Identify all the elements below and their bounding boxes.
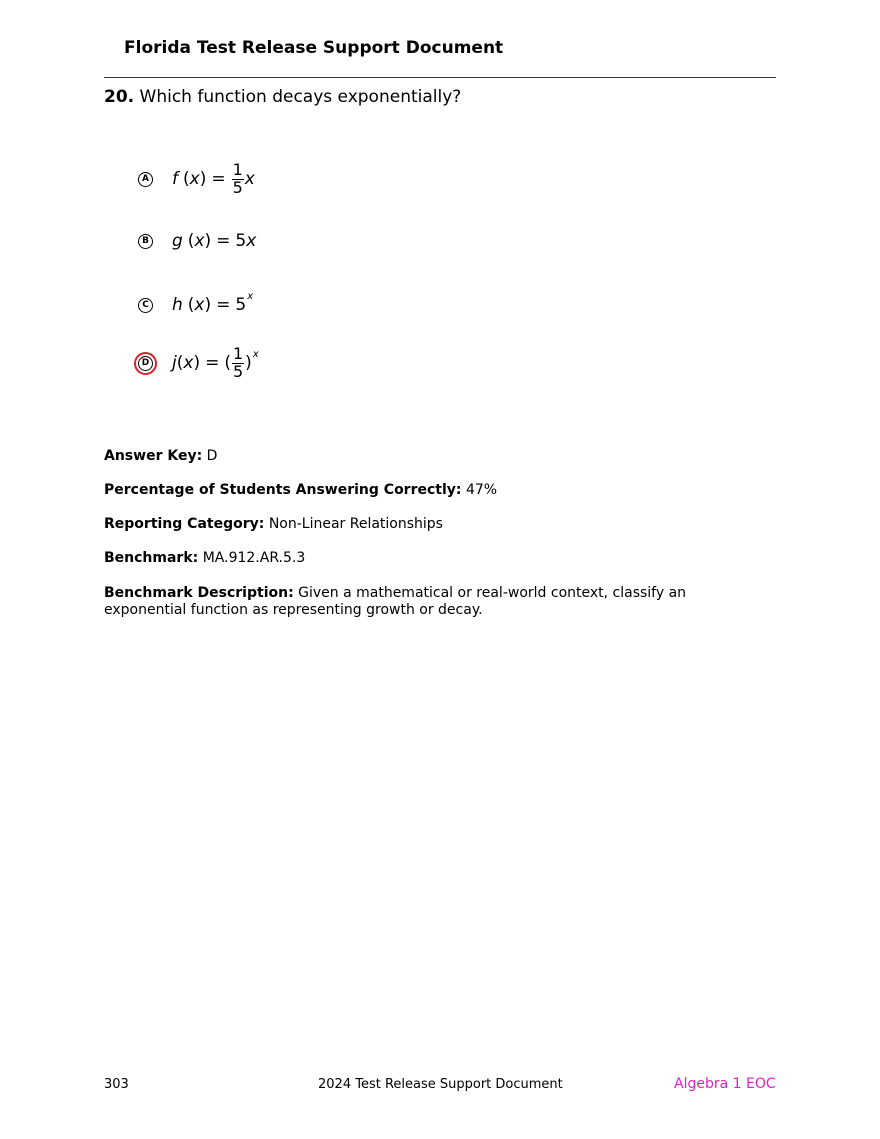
benchmark-value: MA.912.AR.5.3: [202, 550, 306, 566]
choice-d[interactable]: [138, 338, 259, 388]
footer-document-name: 2024 Test Release Support Document: [318, 1077, 563, 1092]
choice-a-bubble[interactable]: A: [138, 172, 153, 187]
answer-key-value: D: [206, 448, 218, 464]
choice-a-denominator: 5: [232, 177, 243, 197]
choice-b-variable: x: [194, 231, 205, 251]
choice-c-expression: h ( x ) = 5 x: [172, 290, 254, 315]
answer-key: [104, 448, 744, 465]
benchmark-label: Benchmark:: [104, 550, 199, 566]
choice-d-function-name: j: [172, 353, 177, 373]
percent-correct-value: 47%: [465, 482, 498, 498]
choice-a[interactable]: [138, 154, 255, 204]
choice-b-expression: g ( x ) = 5 x: [172, 231, 257, 251]
benchmark: [104, 550, 744, 567]
choice-d-variable: x: [183, 353, 194, 373]
choice-a-variable: x: [189, 169, 200, 189]
choice-c-function-name: h: [172, 295, 183, 315]
percent-correct: [104, 482, 744, 499]
choice-d-expression: j ( x ) = ( $\frac{1}{5}$ ) x: [172, 343, 259, 381]
choice-d-equals: =: [205, 353, 220, 373]
choice-c-variable: x: [194, 295, 205, 315]
document-title: Florida Test Release Support Document: [124, 38, 504, 58]
reporting-category-label: Reporting Category:: [104, 516, 265, 532]
question-number: 20.: [104, 87, 135, 107]
percent-correct-label: Percentage of Students Answering Correctly:: [104, 482, 462, 498]
choice-a-tail-variable: x: [244, 169, 255, 189]
header-divider: [104, 77, 776, 78]
choice-a-function-name: f: [172, 169, 178, 189]
benchmark-description-label: Benchmark Description:: [104, 585, 294, 601]
choice-c-equals: =: [216, 295, 231, 315]
choice-d-numerator: 1: [232, 343, 244, 363]
choice-b-bubble[interactable]: B: [138, 234, 153, 249]
footer-course-label: Algebra 1 EOC: [674, 1076, 776, 1092]
question-text: Which function decays exponentially?: [139, 87, 462, 107]
choice-c-exponent: x: [247, 290, 254, 302]
choice-c-base: 5: [235, 295, 247, 315]
benchmark-description-value: Given a mathematical or real-world context, classify an exponential function as representing growth or decay.: [104, 585, 687, 618]
choice-b-equals: =: [216, 231, 231, 251]
reporting-category-value: Non-Linear Relationships: [268, 516, 443, 532]
choice-d-bubble[interactable]: D: [138, 356, 153, 371]
choice-b[interactable]: [138, 216, 256, 266]
choice-a-equals: =: [211, 169, 226, 189]
question: [104, 87, 461, 107]
footer-page-number: 303: [104, 1077, 129, 1092]
choice-b-function-name: g: [172, 231, 183, 251]
choice-d-exponent: x: [252, 348, 259, 360]
choice-c[interactable]: [138, 280, 253, 330]
answer-key-label: Answer Key:: [104, 448, 203, 464]
benchmark-description: [104, 585, 724, 619]
choice-d-denominator: 5: [232, 361, 244, 381]
choice-d-fraction: [232, 343, 244, 381]
choice-a-fraction: [232, 159, 244, 197]
choice-b-tail-variable: x: [246, 231, 257, 251]
choice-b-coefficient: 5: [235, 231, 247, 251]
reporting-category: [104, 516, 744, 533]
choice-a-numerator: 1: [232, 159, 243, 179]
choice-c-bubble[interactable]: C: [138, 298, 153, 313]
choice-a-expression: f ( x ) = $\frac{1}{5}$ x: [172, 159, 255, 197]
